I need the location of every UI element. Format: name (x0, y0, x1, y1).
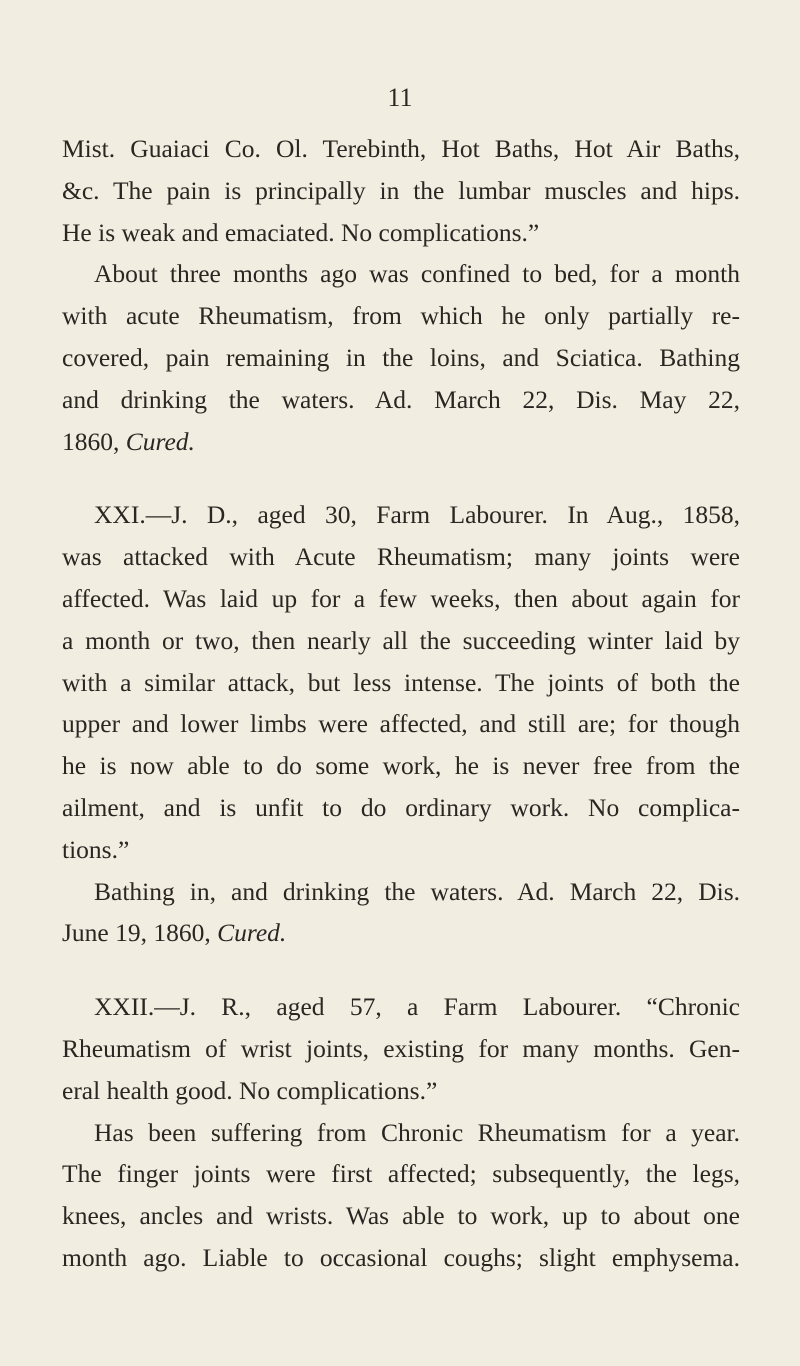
text-line: was attacked with Acute Rheumatism; many joints were (62, 542, 740, 572)
text-line: a month or two, then nearly all the succeeding winter laid by (62, 625, 740, 655)
text-line: covered, pain remaining in the loins, and Sciatica. Bathing (62, 342, 740, 372)
text-line: About three months ago was confined to bed, for a month (94, 259, 740, 289)
text-line: ailment, and is unfit to do ordinary work. No complica- (62, 792, 740, 822)
paragraph-gap (62, 462, 740, 494)
text-line: he is now able to do some work, he is never free from the (62, 751, 740, 781)
text-line: with a similar attack, but less intense. The joints of both the (62, 667, 740, 697)
paragraph (62, 128, 740, 253)
text-span: June 19, 1860, (62, 918, 218, 948)
text-line: tions.” (62, 834, 130, 864)
paragraph (62, 253, 740, 462)
paragraph (62, 871, 740, 955)
outcome-italic: Cured. (217, 918, 287, 948)
text-line: with acute Rheumatism, from which he only partially re- (62, 301, 740, 331)
text-line (62, 912, 740, 954)
text-line: month ago. Liable to occasional coughs; slight emphysema. (62, 1242, 740, 1272)
case-paragraph (62, 986, 740, 1111)
text-line: He is weak and emaciated. No complications.” (62, 217, 540, 247)
text-span: 1860, (62, 426, 126, 456)
text-line (62, 421, 740, 463)
text-line: Rheumatism of wrist joints, existing for many months. Gen- (62, 1033, 740, 1063)
text-line: and drinking the waters. Ad. March 22, Dis. May 22, (62, 384, 740, 414)
text-line: Bathing in, and drinking the waters. Ad. March 22, Dis. (94, 876, 740, 906)
text-line: Mist. Guaiaci Co. Ol. Terebinth, Hot Baths, Hot Air Baths, (62, 134, 740, 163)
text-line: The finger joints were first affected; subsequently, the legs, (62, 1159, 740, 1189)
paragraph (62, 1112, 740, 1279)
paragraph-gap (62, 954, 740, 986)
text-line: &c. The pain is principally in the lumbar muscles and hips. (62, 175, 740, 205)
page-number: 11 (387, 83, 413, 112)
case-paragraph (62, 494, 740, 870)
text-line: XXII.—J. R., aged 57, a Farm Labourer. “Chronic (94, 992, 740, 1022)
text-line: XXI.—J. D., aged 30, Farm Labourer. In Aug., 1858, (94, 500, 740, 530)
text-line: upper and lower limbs were affected, and still are; for though (62, 709, 740, 739)
text-line: Has been suffering from Chronic Rheumatism for a year. (94, 1117, 740, 1147)
text-line: affected. Was laid up for a few weeks, then about again for (62, 583, 740, 613)
text-line: eral health good. No complications.” (62, 1075, 438, 1105)
text-line: knees, ancles and wrists. Was able to work, up to about one (62, 1201, 740, 1231)
outcome-italic: Cured. (125, 426, 195, 456)
body-text (62, 128, 740, 1279)
